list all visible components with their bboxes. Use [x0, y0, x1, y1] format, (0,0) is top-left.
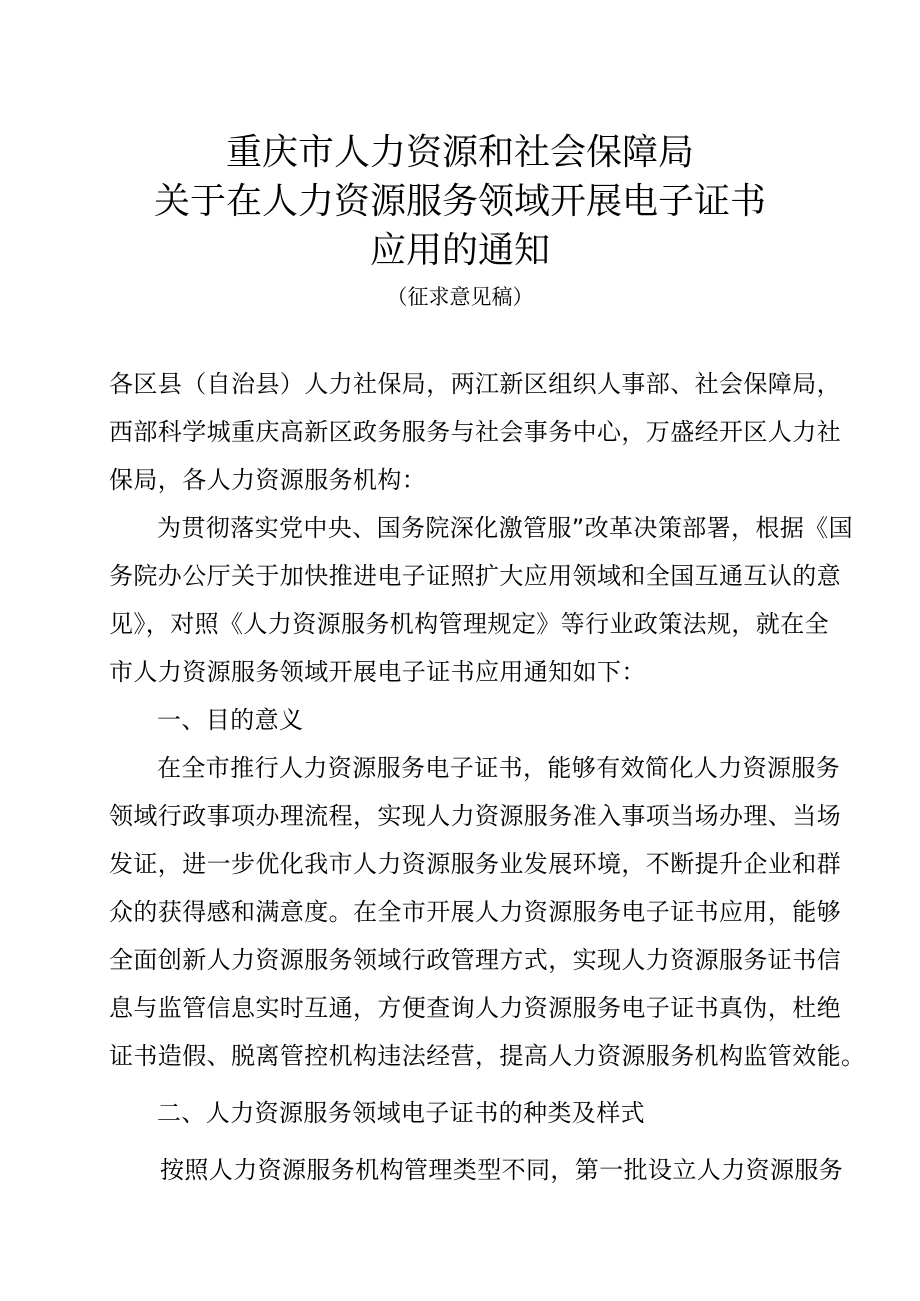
section1-line-2: 领域行政事项办理流程，实现人力资源服务准入事项当场办理、当场 [109, 802, 841, 830]
document-title [0, 128, 920, 275]
intro-line-3: 见》，对照《人力资源服务机构管理规定》等行业政策法规，就在全 [109, 610, 829, 638]
title-line-3: 应用的通知 [369, 230, 550, 271]
section1-line-3: 发证，进一步优化我市人力资源服务业发展环境，不断提升企业和群 [109, 850, 841, 878]
section1-line-4: 众的获得感和满意度。在全市开展人力资源服务电子证书应用，能够 [109, 898, 841, 926]
section1-line-7: 证书造假、脱离管控机构违法经营，提高人力资源服务机构监管效能。 [109, 1042, 866, 1070]
title-line-2: 关于在人力资源服务领域开展电子证书 [153, 181, 766, 222]
section1-line-6: 息与监管信息实时互通，方便查询人力资源服务电子证书真伪，杜绝 [109, 994, 841, 1022]
section1-line-1: 在全市推行人力资源服务电子证书，能够有效简化人力资源服务 [157, 754, 841, 782]
intro-line-4: 市人力资源服务领域开展电子证书应用通知如下： [109, 658, 646, 686]
intro-line-1: 为贯彻落实党中央、国务院深化激管服”改革决策部署，根据《国 [157, 514, 854, 542]
section-heading-2: 二、人力资源服务领域电子证书的种类及样式 [157, 1099, 645, 1127]
addressee-line-3: 保局，各人力资源服务机构： [109, 466, 427, 494]
addressee-line-1: 各区县（自治县）人力社保局，两江新区组织人事部、社会保障局， [109, 370, 841, 398]
section2-line-1: 按照人力资源服务机构管理类型不同，第一批设立人力资源服务 [160, 1156, 844, 1184]
intro-line-2: 务院办公厅关于加快推进电子证照扩大应用领域和全国互通互认的意 [109, 562, 841, 590]
addressee-line-2: 西部科学城重庆高新区政务服务与社会事务中心，万盛经开区人力社 [109, 418, 841, 446]
title-line-1: 重庆市人力资源和社会保障局 [225, 132, 694, 173]
document-subtitle: （征求意见稿） [386, 285, 534, 309]
section-heading-1: 一、目的意义 [157, 706, 304, 734]
section1-line-5: 全面创新人力资源服务领域行政管理方式，实现人力资源服务证书信 [109, 946, 841, 974]
